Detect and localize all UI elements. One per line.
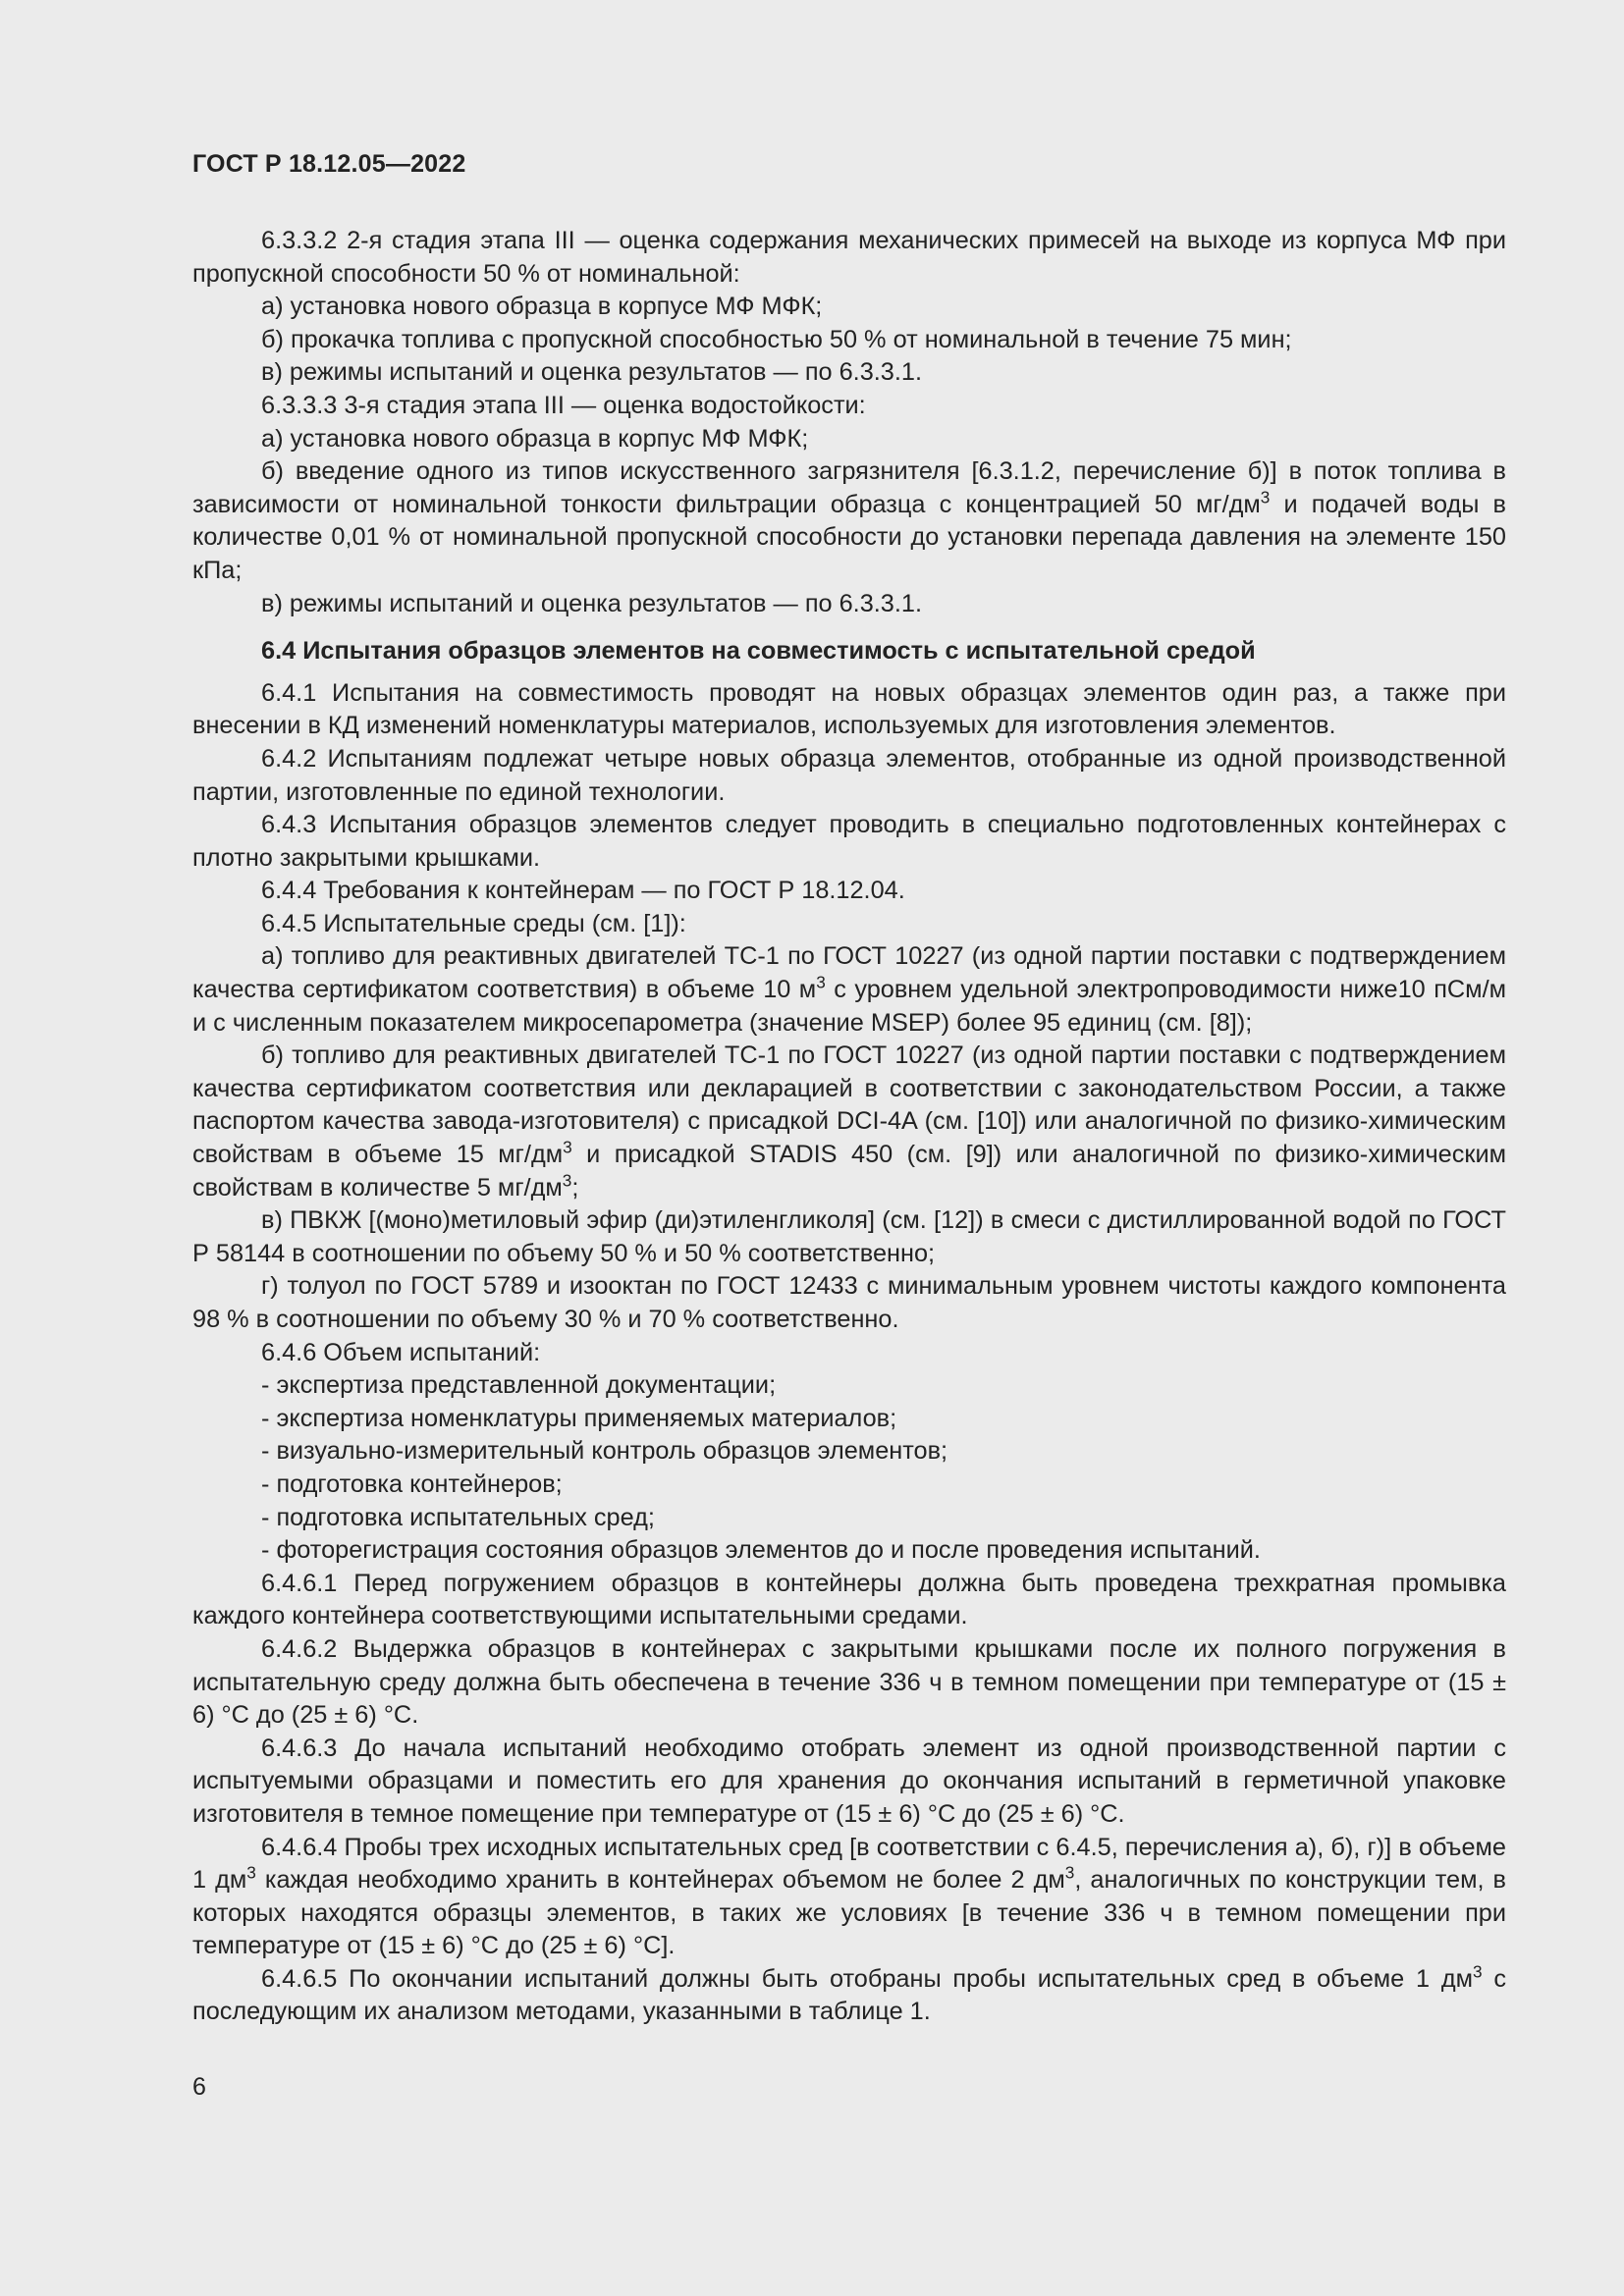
paragraph: 6.4.2 Испытаниям подлежат четыре новых образца элементов, отобранные из одной производственной партии, изготовленные по единой технологии. — [192, 744, 1506, 806]
paragraph: 6.4.6.3 До начала испытаний необходимо отобрать элемент из одной производственной партии с испытуемыми образцами и поместить его для хранения до окончания испытаний в герметичной упаковке изготовителя в темное помещение при температуре от (15 ± 6) °С до (25 ± 6) °С. — [192, 1734, 1506, 1828]
superscript: 3 — [1260, 487, 1271, 507]
paragraph: 6.4.6 Объем испытаний: — [261, 1338, 541, 1366]
paragraph: б) топливо для реактивных двигателей ТС-1 по ГОСТ 10227 (из одной партии поставки с подтверждением качества сертификатом соответствия или декларацией в соответствии с законодательством России, а также паспортом качества завода-изготовителя) с присадкой DCI-4A (см. [10]) или аналогичной по физико-химическим свойствам в объеме 15 $мг/дм^3$ и присадкой STADIS 450 (см. [9]) или аналогичной по физико-химическим свойствам в количестве 5 $мг/дм^3$; — [192, 1041, 1506, 1201]
paragraph: г) толуол по ГОСТ 5789 и изооктан по ГОСТ 12433 с минимальным уровнем чистоты каждого компонента 98 % в соотношении по объему 30 % и 70 % соответственно. — [192, 1272, 1506, 1333]
paragraph: в) ПВКЖ [(моно)метиловый эфир (ди)этиленгликоля] (см. [12]) в смеси с дистиллированной водой по ГОСТ Р 58144 в соотношении по объему 50 % и 50 % соответственно; — [192, 1206, 1506, 1267]
paragraph: 6.4.6.4 Пробы трех исходных испытательных сред [в соответствии с 6.4.5, перечисления а), б), г)] в объеме 1 $дм^3$ каждая необходимо хранить в контейнерах объемом не более 2 $дм^3$, аналогичных по конструкции тем, в которых находятся образцы элементов, в таких же условиях [в течение 336 ч в темном помещении при температуре от (15 ± 6) °С до (25 ± 6) °С]. — [192, 1833, 1506, 1960]
paragraph: 6.4.6.1 Перед погружением образцов в контейнеры должна быть проведена трехкратная промывка каждого контейнера соответствующими испытательными средами. — [192, 1569, 1506, 1630]
paragraph: - экспертиза представленной документации; — [261, 1371, 777, 1400]
paragraph: - подготовка испытательных сред; — [261, 1503, 655, 1531]
paragraph: 6.4.4 Требования к контейнерам — по ГОСТ Р 18.12.04. — [261, 877, 905, 905]
paragraph: в) режимы испытаний и оценка результатов — по 6.3.3.1. — [261, 358, 922, 387]
superscript: 3 — [563, 1137, 572, 1157]
paragraph: 6.3.3.2 2-я стадия этапа III — оценка содержания механических примесей на выходе из корпуса МФ при пропускной способности 50 % от номинальной: — [192, 227, 1506, 288]
paragraph: в) режимы испытаний и оценка результатов — по 6.3.3.1. — [261, 589, 922, 617]
superscript: 3 — [562, 1170, 572, 1191]
paragraph: - фоторегистрация состояния образцов элементов до и после проведения испытаний. — [261, 1536, 1261, 1565]
paragraph: 6.4.1 Испытания на совместимость проводят на новых образцах элементов один раз, а также при внесении в КД изменений номенклатуры материалов, используемых для изготовления элементов. — [192, 678, 1506, 740]
paragraph: а) установка нового образца в корпусе МФ МФК; — [261, 293, 823, 321]
superscript: 3 — [816, 972, 826, 992]
document-body — [192, 225, 1506, 2029]
paragraph: - экспертиза номенклатуры применяемых материалов; — [261, 1404, 897, 1432]
superscript: 3 — [1473, 1961, 1483, 1982]
document-header: ГОСТ Р 18.12.05—2022 — [192, 150, 466, 178]
paragraph: 6.4.6.2 Выдержка образцов в контейнерах с закрытыми крышками после их полного погружения в испытательную среду должна быть обеспечена в течение 336 ч в темном помещении при температуре от (15 ± 6) °С до (25 ± 6) °С. — [192, 1634, 1506, 1730]
paragraph: 6.4.6.5 По окончании испытаний должны быть отобраны пробы испытательных сред в объеме 1 $дм^3$ с последующим их анализом методами, указанными в таблице 1. — [192, 1961, 1506, 2026]
paragraph: 6.3.3.3 3-я стадия этапа III — оценка водостойкости: — [261, 391, 866, 419]
paragraph: а) топливо для реактивных двигателей ТС-1 по ГОСТ 10227 (из одной партии поставки с подтверждением качества сертификатом соответствия) в объеме 10 $м^3$ с уровнем удельной электропроводимости ниже10 пСм/м и с численным показателем микросепарометра (значение MSEP) более 95 единиц (см. [8]); — [192, 942, 1506, 1037]
paragraph: 6.4.5 Испытательные среды (см. [1]): — [261, 909, 686, 937]
paragraph: б) введение одного из типов искусственного загрязнителя [6.3.1.2, перечисление б)] в поток топлива в зависимости от номинальной тонкости фильтрации образца с концентрацией 50 $мг/дм^3$ и подачей воды в количестве 0,01 % от номинальной пропускной способности до установки перепада давления на элементе 150 кПа; — [192, 457, 1506, 584]
paragraph: - визуально-измерительный контроль образцов элементов; — [261, 1437, 948, 1466]
paragraph: - подготовка контейнеров; — [261, 1469, 563, 1498]
paragraph: 6.4.3 Испытания образцов элементов следует проводить в специально подготовленных контейнерах с плотно закрытыми крышками. — [192, 811, 1506, 872]
section-heading: 6.4 Испытания образцов элементов на совместимость с испытательной средой — [261, 637, 1256, 666]
superscript: 3 — [1064, 1862, 1075, 1883]
paragraph: б) прокачка топлива с пропускной способностью 50 % от номинальной в течение 75 мин; — [261, 325, 1292, 353]
page-number: 6 — [192, 2073, 206, 2101]
superscript: 3 — [246, 1862, 256, 1883]
paragraph: а) установка нового образца в корпус МФ МФК; — [261, 424, 809, 453]
